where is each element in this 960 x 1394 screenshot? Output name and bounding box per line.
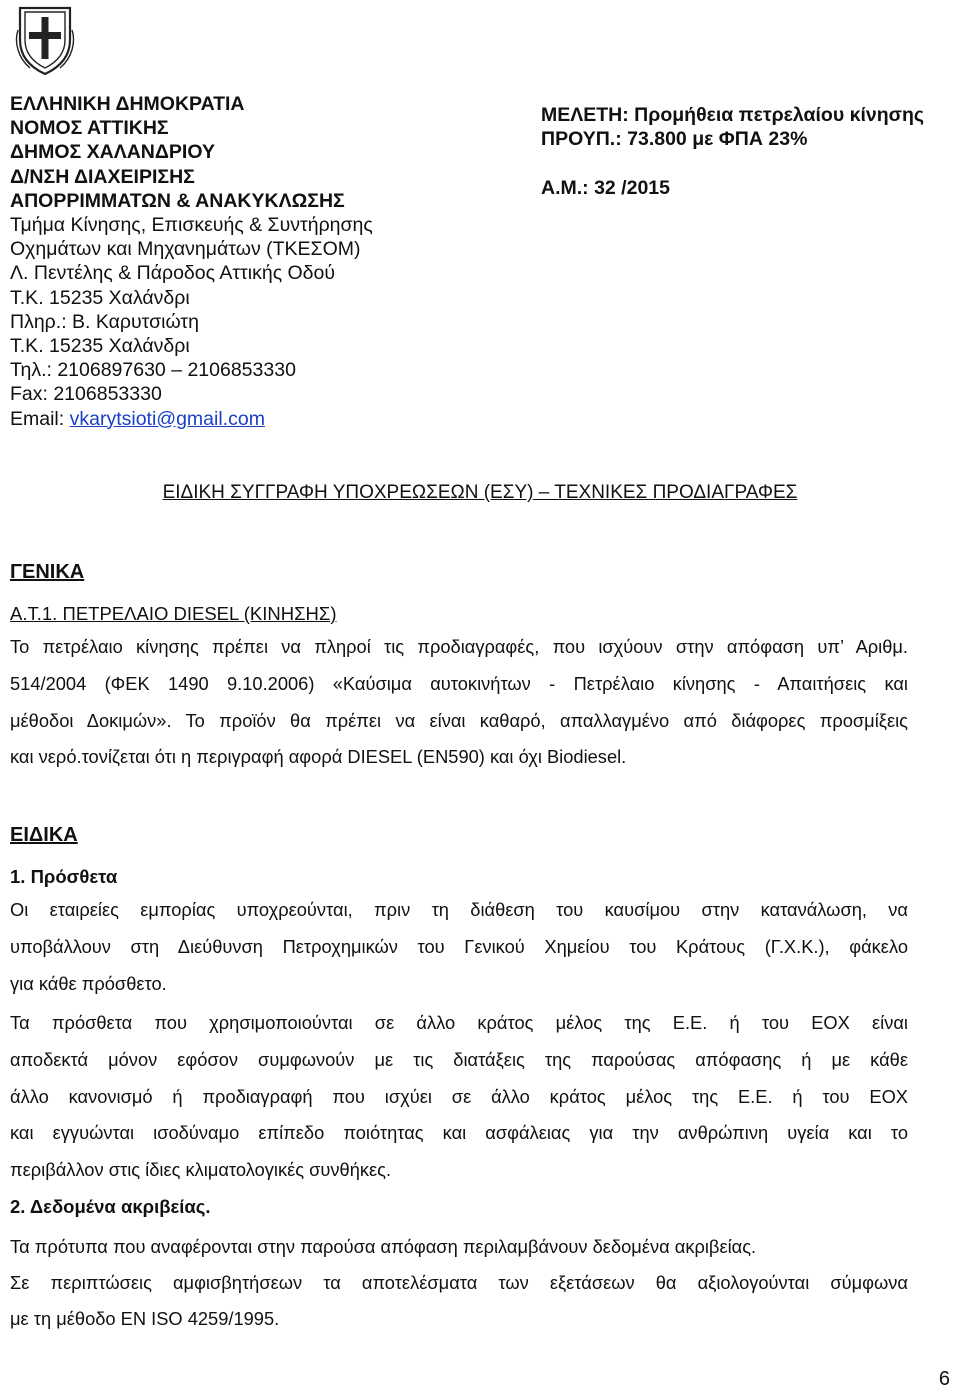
- subsection-heading-additives: 1. Πρόσθετα: [10, 866, 118, 887]
- study-title: ΜΕΛΕΤΗ: Προμήθεια πετρελαίου κίνησης: [541, 104, 925, 126]
- general-paragraph: [10, 629, 908, 776]
- issuer-line: ΑΠΟΡΡΙΜΜΑΤΩΝ & ΑΝΑΚΥΚΛΩΣΗΣ: [10, 189, 345, 212]
- additives-paragraph-1: [10, 892, 908, 1002]
- study-block: [541, 103, 924, 151]
- paragraph-line: Τα πρότυπα που αναφέρονται στην παρούσα απόφαση περιλαμβάνουν δεδομένα ακριβείας.: [10, 1236, 757, 1257]
- paragraph-line: για κάθε πρόσθετο.: [10, 972, 167, 994]
- issuer-line: ΝΟΜΟΣ ΑΤΤΙΚΗΣ: [10, 117, 169, 140]
- address-line: Λ. Πεντέλης & Πάροδος Αττικής Οδού: [10, 262, 336, 285]
- budget-line: ΠΡΟΥΠ.: 73.800 με ΦΠΑ 23%: [541, 128, 808, 151]
- email-label: Email:: [10, 407, 70, 430]
- section-heading-general: ΓΕΝΙΚΑ: [10, 561, 85, 583]
- paragraph-line: και εγγυώνται ισοδύναμο επίπεδο ποιότητας και ασφάλειας για την ανθρώπινη υγεία και το: [10, 1122, 908, 1144]
- postcode-line: Τ.Κ. 15235 Χαλάνδρι: [10, 335, 190, 358]
- issuer-line: ΕΛΛΗΝΙΚΗ ΔΗΜΟΚΡΑΤΙΑ: [10, 93, 245, 115]
- subsection-heading-precision: 2. Δεδομένα ακριβείας.: [10, 1196, 211, 1217]
- paragraph-line: υποβάλλουν στη Διεύθυνση Πετροχημικών του Γενικού Χημείου του Κράτους (Γ.Χ.Κ.), φάκελο: [10, 935, 908, 957]
- item-heading: Α.Τ.1. ΠΕΤΡΕΛΑΙΟ DIESEL (ΚΙΝΗΣΗΣ): [10, 603, 337, 624]
- email-link[interactable]: vkarytsioti@gmail.com: [69, 407, 265, 430]
- issuer-line: Δ/ΝΣΗ ΔΙΑΧΕΙΡΙΣΗΣ: [10, 165, 195, 188]
- greek-emblem-icon: [14, 0, 76, 76]
- issuer-block: [10, 92, 373, 431]
- section-heading-specific: ΕΙΔΙΚΑ: [10, 824, 78, 846]
- issuer-line: ΔΗΜΟΣ ΧΑΛΑΝΔΡΙΟΥ: [10, 141, 215, 164]
- paragraph-line: Οι εταιρείες εμπορίας υποχρεούνται, πριν τη διάθεση του καυσίμου στην κατανάλωση, να: [10, 899, 908, 920]
- page-number: 6: [938, 1368, 950, 1390]
- phone-line: Τηλ.: 2106897630 – 2106853330: [10, 359, 296, 382]
- paragraph-line: αποδεκτά μόνον εφόσον συμφωνούν με τις διατάξεις της παρούσας απόφασης ή με κάθε: [10, 1048, 908, 1070]
- paragraph-line: Σε περιπτώσεις αμφισβητήσεων τα αποτελέσματα των εξετάσεων θα αξιολογούνται σύμφωνα: [10, 1272, 908, 1293]
- paragraph-line: Το πετρέλαιο κίνησης πρέπει να πληροί τις προδιαγραφές, που ισχύουν στην απόφαση υπ’ Αριθμ.: [10, 636, 908, 657]
- contact-person-line: Πληρ.: Β. Καρυτσιώτη: [10, 310, 199, 333]
- department-line: Τμήμα Κίνησης, Επισκευής & Συντήρησης: [10, 214, 373, 237]
- paragraph-line: περιβάλλον στις ίδιες κλιματολογικές συνθήκες.: [10, 1159, 392, 1181]
- department-line: Οχημάτων και Μηχανημάτων (ΤΚΕΣΟΜ): [10, 238, 361, 261]
- paragraph-line: με τη μέθοδο ΕΝ ISO 4259/1995.: [10, 1308, 280, 1329]
- reference-number: Α.Μ.: 32 /2015: [541, 177, 670, 199]
- paragraph-line: Τα πρόσθετα που χρησιμοποιούνται σε άλλο κράτος μέλος της Ε.Ε. ή του ΕΟΧ είναι: [10, 1012, 908, 1033]
- paragraph-line: 514/2004 (ΦΕΚ 1490 9.10.2006) «Καύσιμα αυτοκινήτων - Πετρέλαιο κίνησης - Απαιτήσεις και: [10, 672, 908, 694]
- paragraph-line: άλλο κανονισμό ή προδιαγραφή που ισχύει σε άλλο κράτος μέλος της Ε.Ε. ή του ΕΟΧ: [10, 1085, 908, 1107]
- paragraph-line: και νερό.τονίζεται ότι η περιγραφή αφορά DIESEL (ΕΝ590) και όχι Biodiesel.: [10, 746, 627, 768]
- paragraph-line: μέθοδοι Δοκιμών». Το προϊόν θα πρέπει να είναι καθαρό, απαλλαγμένο από διάφορες προσμίξεις: [10, 709, 908, 731]
- email-line: [10, 407, 373, 431]
- fax-line: Fax: 2106853330: [10, 383, 162, 406]
- postcode-line: Τ.Κ. 15235 Χαλάνδρι: [10, 286, 190, 309]
- additives-paragraph-2: [10, 1005, 908, 1189]
- document-title: ΕΙΔΙΚΗ ΣΥΓΓΡΑΦΗ ΥΠΟΧΡΕΩΣΕΩΝ (ΕΣΥ) – ΤΕΧΝΙΚΕΣ ΠΡΟΔΙΑΓΡΑΦΕΣ: [162, 482, 798, 503]
